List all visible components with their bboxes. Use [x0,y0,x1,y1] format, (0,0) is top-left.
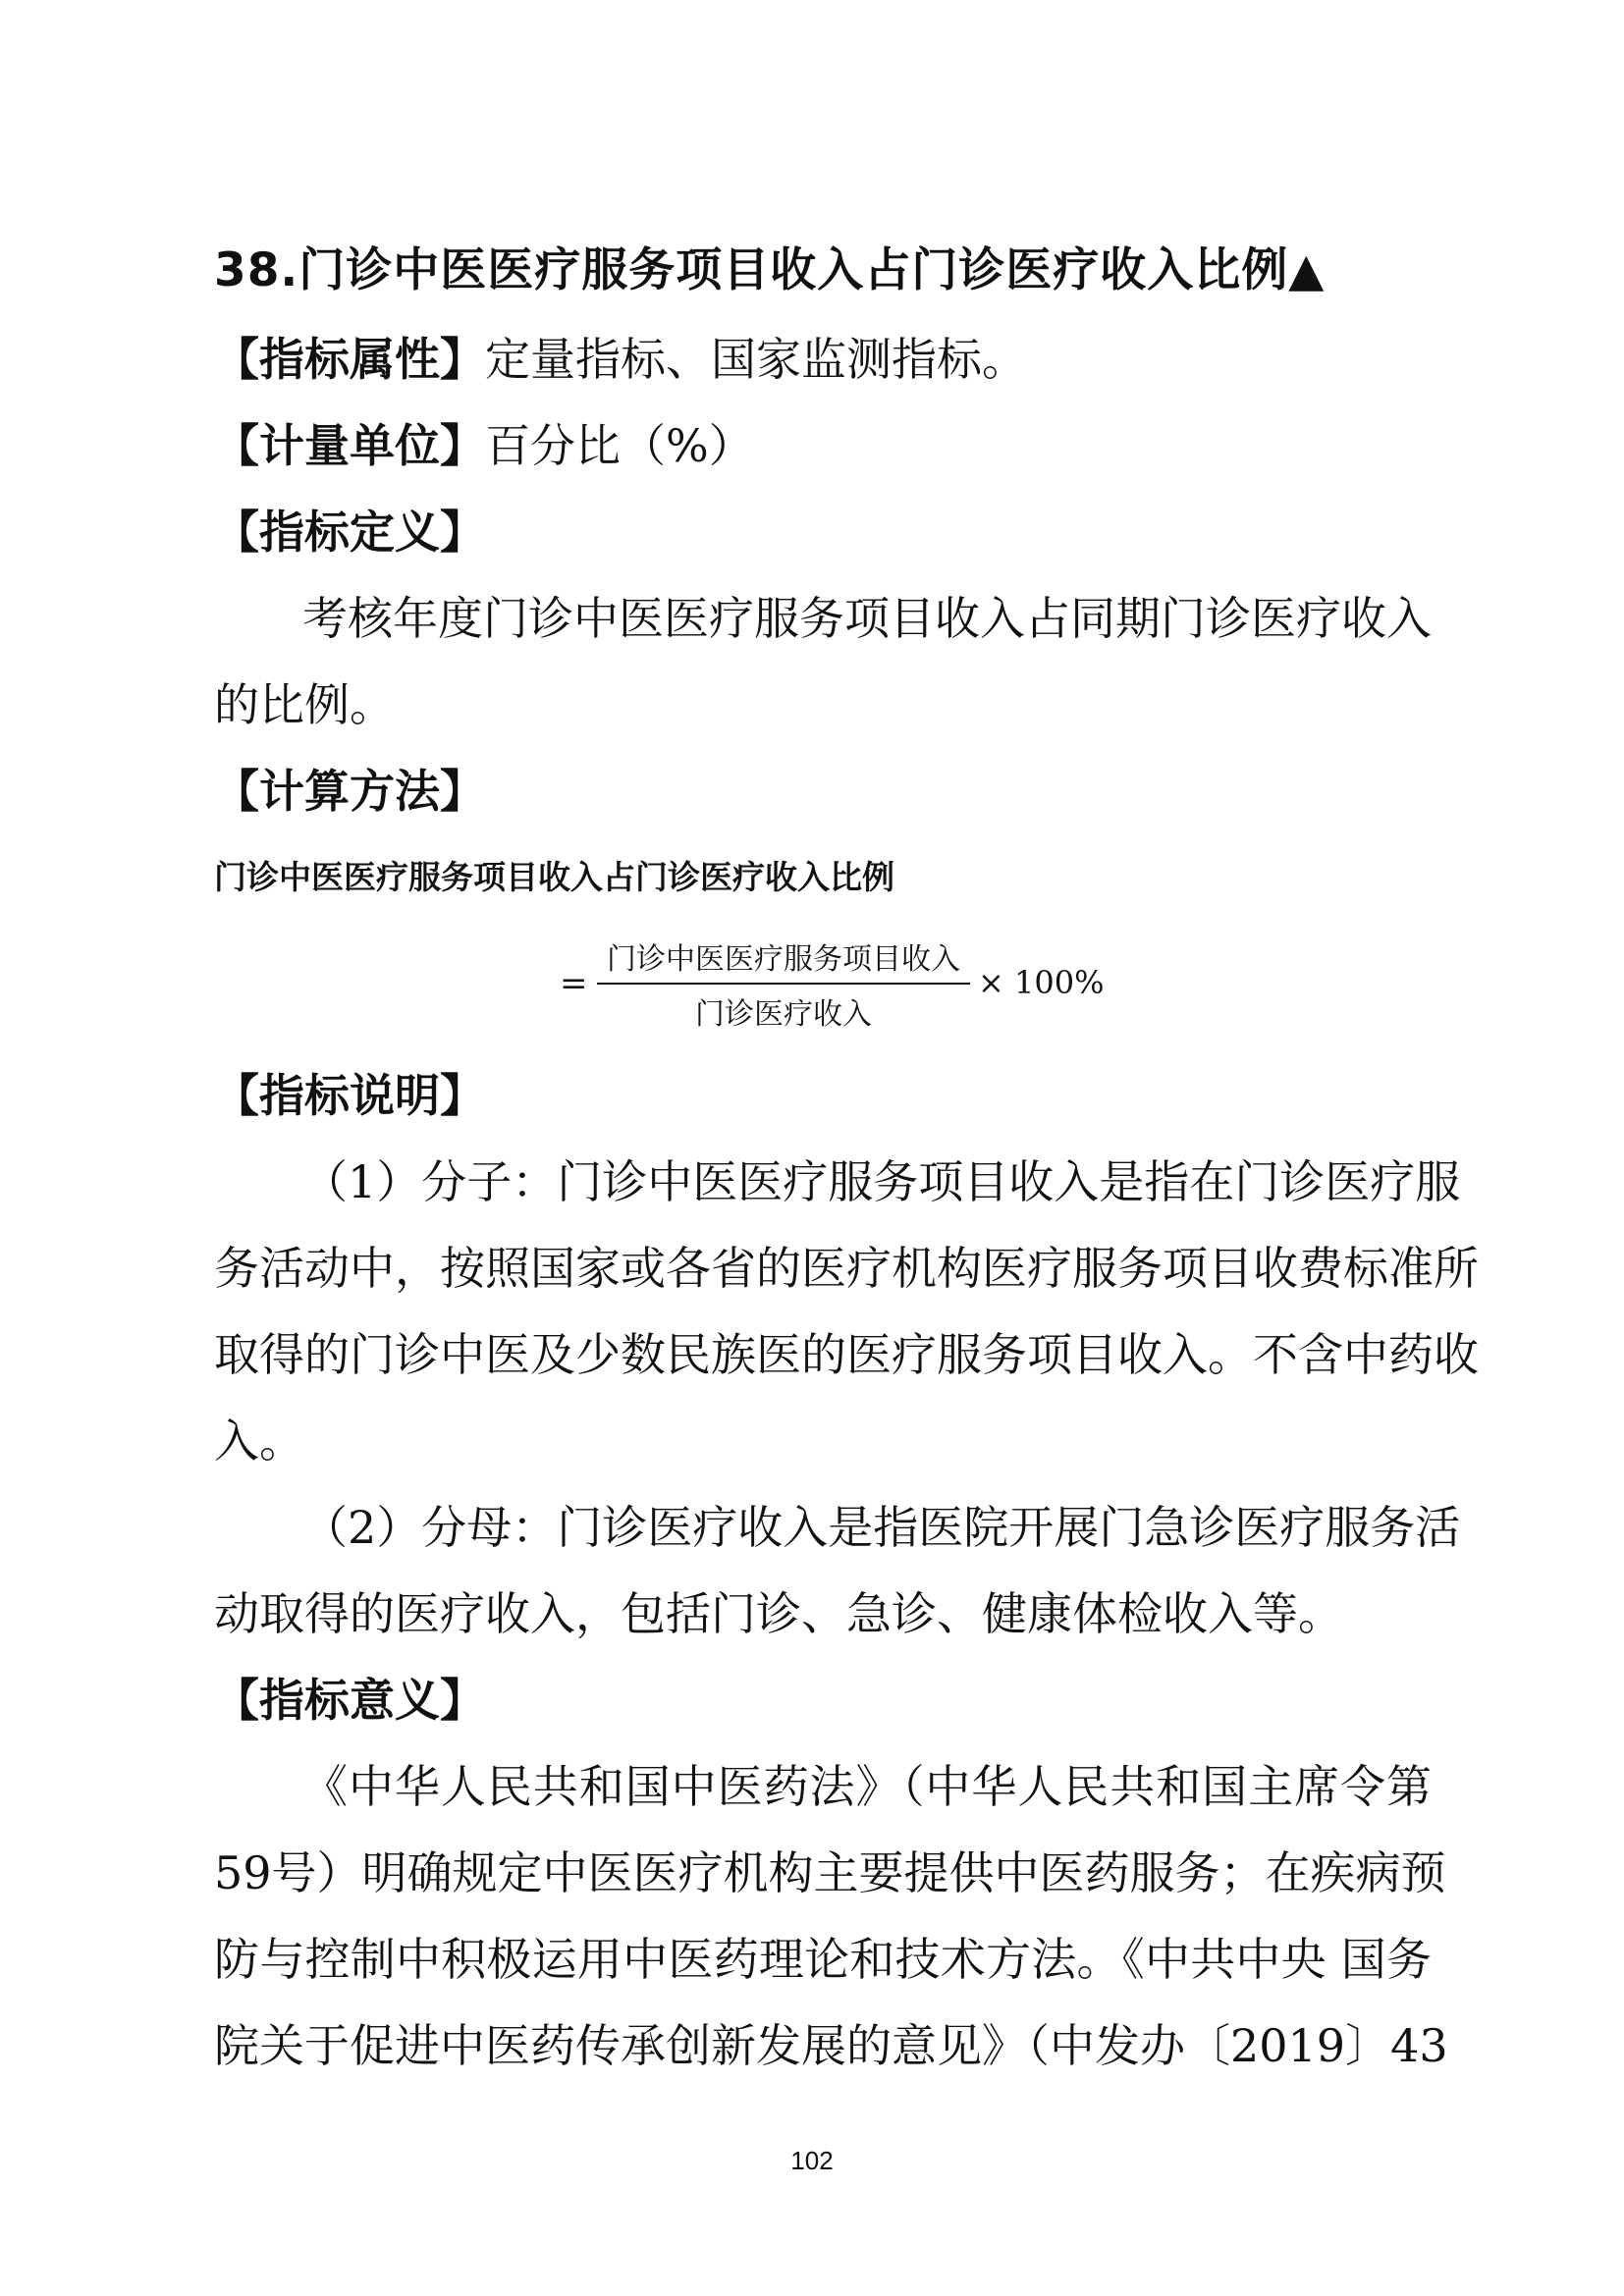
explanation-line: 动取得的医疗收入，包括门诊、急诊、健康体检收入等。 [214,1587,1343,1640]
fraction-bar [597,983,970,985]
definition-heading: 【指标定义】 [214,506,485,559]
formula-equals: = [560,964,588,1003]
explanation-line: 入。 [214,1415,304,1468]
definition-line: 的比例。 [214,678,395,731]
formula [560,934,1149,1042]
calculation-heading: 【计算方法】 [214,765,485,818]
significance-heading: 【指标意义】 [214,1674,485,1727]
explanation-heading: 【指标说明】 [214,1069,485,1122]
explanation-line: （2）分母：门诊医疗收入是指医院开展门急诊医疗服务活 [302,1501,1461,1554]
explanation-line: 取得的门诊中医及少数民族医的医疗服务项目收入。不含中药收 [214,1328,1479,1381]
definition-line: 考核年度门诊中医医疗服务项目收入占同期门诊医疗收入 [302,592,1432,645]
attribute-label: 【指标属性】 [214,333,485,386]
formula-multiplier: × 100% [978,964,1105,1001]
unit-label: 【计量单位】 [214,419,485,472]
significance-line: 院关于促进中医药传承创新发展的意见》（中发办〔2019〕43 [214,2019,1448,2072]
formula-name: 门诊中医医疗服务项目收入占门诊医疗收入比例 [214,858,894,896]
attribute-line [214,330,1432,389]
attribute-value: 定量指标、国家监测指标。 [485,333,1027,386]
explanation-line: 务活动中，按照国家或各省的医疗机构医疗服务项目收费标准所 [214,1242,1479,1295]
indicator-title: 38.门诊中医医疗服务项目收入占门诊医疗收入比例▲ [214,243,1326,297]
formula-denominator: 门诊医疗收入 [695,997,872,1032]
explanation-line: （1）分子：门诊中医医疗服务项目收入是指在门诊医疗服 [302,1155,1461,1208]
unit-value: 百分比（%） [485,419,754,472]
page-number: 102 [790,2146,834,2175]
significance-line: 防与控制中积极运用中医药理论和技术方法。《中共中央 国务 [214,1933,1432,1986]
unit-line [214,416,1432,475]
formula-numerator: 门诊中医医疗服务项目收入 [607,942,960,977]
significance-line: 《中华人民共和国中医药法》（中华人民共和国主席令第 [302,1760,1432,1813]
significance-line: 59号）明确规定中医医疗机构主要提供中医药服务；在疾病预 [214,1846,1446,1899]
